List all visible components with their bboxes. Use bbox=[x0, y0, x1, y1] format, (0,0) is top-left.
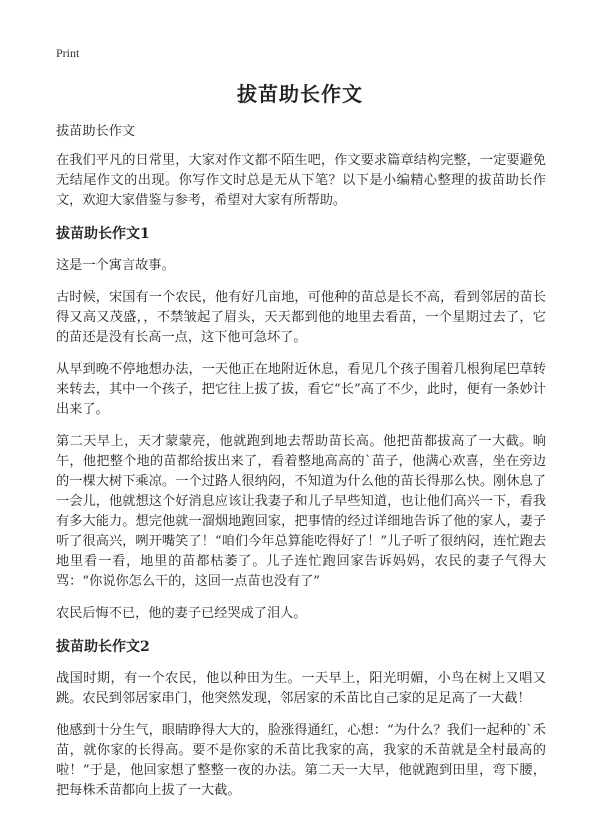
section-paragraph: 古时候，宋国有一个农民，他有好几亩地，可他种的苗总是长不高，看到邻居的苗长得又高又茂盛，，不禁皱起了眉头，天天都到他的地里去看苗，一个星期过去了，它的苗还是没有长高一点，这下他可急坏了。 bbox=[56, 290, 546, 345]
document-body bbox=[56, 120, 546, 813]
section-paragraph: 从早到晚不停地想办法，一天他正在地附近休息，看见几个孩子围着几根狗尾巴草转来转去，其中一个孩子，把它往上拔了拔，看它“长”高了不少，此时，便有一条妙计出来了。 bbox=[56, 362, 546, 417]
section-paragraph: 他感到十分生气，眼睛睁得大大的，脸涨得通红，心想：“为什么？我们一起种的`禾苗，就你家的长得高。要不是你家的禾苗比我家的高，我家的禾苗就是全村最高的啦！”于是，他回家想了整整一夜的办法。第二天一大早，他就跑到田里，弯下腰，把每株禾苗都向上拔了一大截。 bbox=[56, 723, 546, 798]
section-heading: 拔苗助长作文2 bbox=[56, 639, 150, 655]
section-paragraph: 第二天早上，天才蒙蒙亮，他就跑到地去帮助苗长高。他把苗都拔高了一大截。晌午，他把整个地的苗都给拔出来了，看着整地高高的`苗子，他满心欢喜，坐在旁边的一棵大树下乘凉。一个过路人很纳闷，不知道为什么他的苗长得那么快。刚休息了一会儿，他就想这个好消息应该让我妻子和儿子早些知道，也让他们高兴一下，看我有多大能力。想完他就一溜烟地跑回家，把事情的经过详细地告诉了他的家人，妻子听了很高兴，咧开嘴笑了！“咱们今年总算能吃得好了！”儿子听了很纳闷，连忙跑去地里看一看，地里的苗都枯萎了。儿子连忙跑回家告诉妈妈，农民的妻子气得大骂：“你说你怎么干的，这回一点苗也没有了” bbox=[56, 434, 546, 589]
section-paragraph: 这是一个寓言故事。 bbox=[56, 258, 175, 273]
document-subtitle: 拔苗助长作文 bbox=[56, 124, 136, 139]
intro-paragraph: 在我们平凡的日常里，大家对作文都不陌生吧，作文要求篇章结构完整，一定要避免无结尾作文的出现。你写作文时总是无从下笔？以下是小编精心整理的拔苗助长作文，欢迎大家借鉴与参考，希望对大家有所帮助。 bbox=[56, 153, 546, 208]
section-paragraph: 农民后悔不已，他的妻子已经哭成了泪人。 bbox=[56, 606, 307, 621]
page-title: 拔苗助长作文 bbox=[237, 82, 363, 106]
section-paragraph: 战国时期，有一个农民，他以种田为生。一天早上，阳光明媚，小鸟在树上又唱又跳。农民到邻居家串门，他突然发现，邻居家的禾苗比自己家的足足高了一大截！ bbox=[56, 671, 546, 706]
print-link[interactable]: Print bbox=[56, 46, 80, 60]
essay-section-1 bbox=[56, 223, 546, 624]
essay-section-2 bbox=[56, 636, 546, 801]
section-heading: 拔苗助长作文1 bbox=[56, 226, 150, 242]
